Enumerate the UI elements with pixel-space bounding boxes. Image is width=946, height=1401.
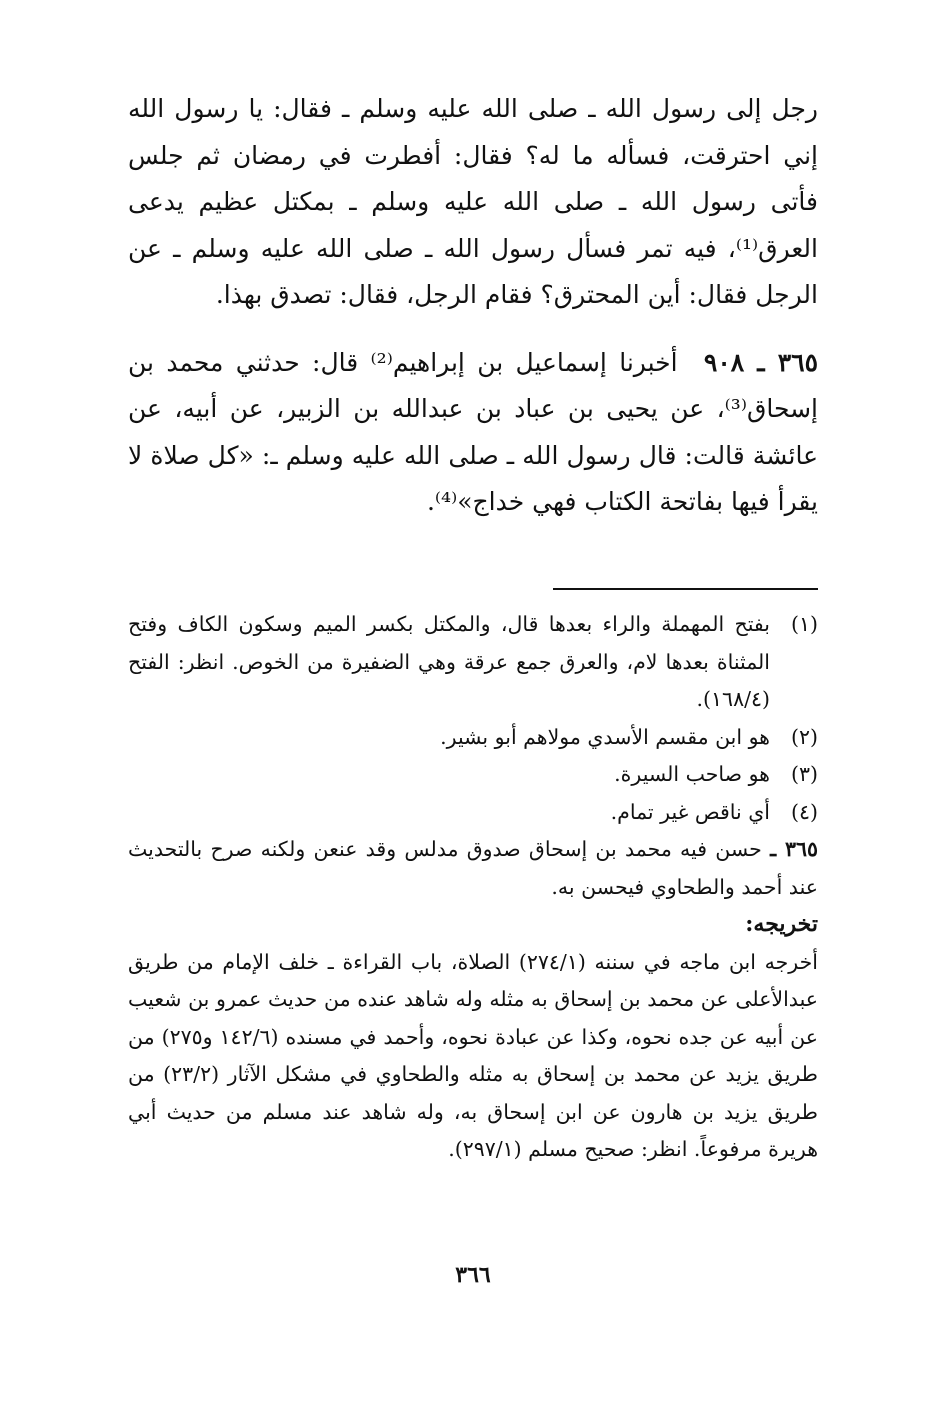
footnote-number: (١): [790, 612, 818, 636]
hadith-paragraph: [128, 340, 818, 526]
takhrij-number: ٣٦٥ ـ: [770, 837, 818, 861]
footnote-number: (٤): [790, 799, 818, 824]
takhrij-grading: [128, 831, 818, 906]
footnote-number: (٣): [790, 762, 818, 786]
footnote-1: [128, 606, 818, 719]
footnote-text: هو صاحب السيرة.: [614, 762, 770, 786]
page-number: ٣٦٦: [455, 1262, 491, 1288]
footnote-4: [128, 794, 818, 832]
hadith-number: ٣٦٥ ـ ٩٠٨: [703, 347, 819, 377]
main-text-block: [128, 86, 818, 526]
hadith-text: أخبرنا إسماعيل بن إبراهيم⁽²⁾ قال: حدثني محمد بن إسحاق⁽³⁾، عن يحيى بن عباد بن عبدالله بن الزبير، عن أبيه، عن عائشة قالت: قال رسول الله ـ صلى الله عليه وسلم ـ: «كل صلاة لا يقرأ فيها بفاتحة الكتاب فهي خداج»⁽⁴⁾.: [128, 347, 818, 516]
takhrij-heading: تخريجه:: [745, 911, 818, 937]
footnote-number: (٢): [790, 724, 818, 749]
footnote-2: [128, 719, 818, 757]
footnote-separator: [553, 588, 818, 590]
footnote-3: [128, 756, 818, 794]
footnote-text: بفتح المهملة والراء بعدها قال، والمكتل بكسر الميم وسكون الكاف وفتح المثناة بعدها لام، والعرق جمع عرقة وهي الضفيرة من الخوص. انظر: الفتح (١٦٨/٤).: [128, 612, 770, 711]
footnote-text: أي ناقص غير تمام.: [610, 799, 770, 824]
paragraph-continuation: رجل إلى رسول الله ـ صلى الله عليه وسلم ـ فقال: يا رسول الله إني احترقت، فسأله ما له؟ فقال: أفطرت في رمضان ثم جلس فأتى رسول الله ـ صلى الله عليه وسلم ـ بمكتل عظيم يدعى العرق⁽¹⁾، فيه تمر فسأل رسول الله ـ صلى الله عليه وسلم ـ عن الرجل فقال: أين المحترق؟ فقام الرجل، فقال: تصدق بهذا.: [128, 94, 818, 309]
takhrij-body: أخرجه ابن ماجه في سننه (٢٧٤/١) الصلاة، باب القراءة ـ خلف الإمام من طريق عبدالأعلى عن محمد بن إسحاق به مثله وله شاهد عنده من حديث عمرو بن شعيب عن أبيه عن جده نحوه، وكذا عن عبادة نحوه، وأحمد في مسنده (١٤٢/٦ و٢٧٥) من طريق يزيد عن محمد بن إسحاق به مثله والطحاوي في مشكل الآثار (٢٣/٢) من طريق يزيد بن هارون عن ابن إسحاق به، وله شاهد عند مسلم من حديث أبي هريرة مرفوعاً. انظر: صحيح مسلم (٢٩٧/١).: [128, 949, 818, 1161]
takhrij-grading-text: حسن فيه محمد بن إسحاق صدوق مدلس وقد عنعن ولكنه صرح بالتحديث عند أحمد والطحاوي فيحسن به.: [128, 837, 818, 899]
footnote-text: هو ابن مقسم الأسدي مولاهم أبو بشير.: [440, 724, 770, 749]
footnotes-block: [128, 606, 818, 1169]
